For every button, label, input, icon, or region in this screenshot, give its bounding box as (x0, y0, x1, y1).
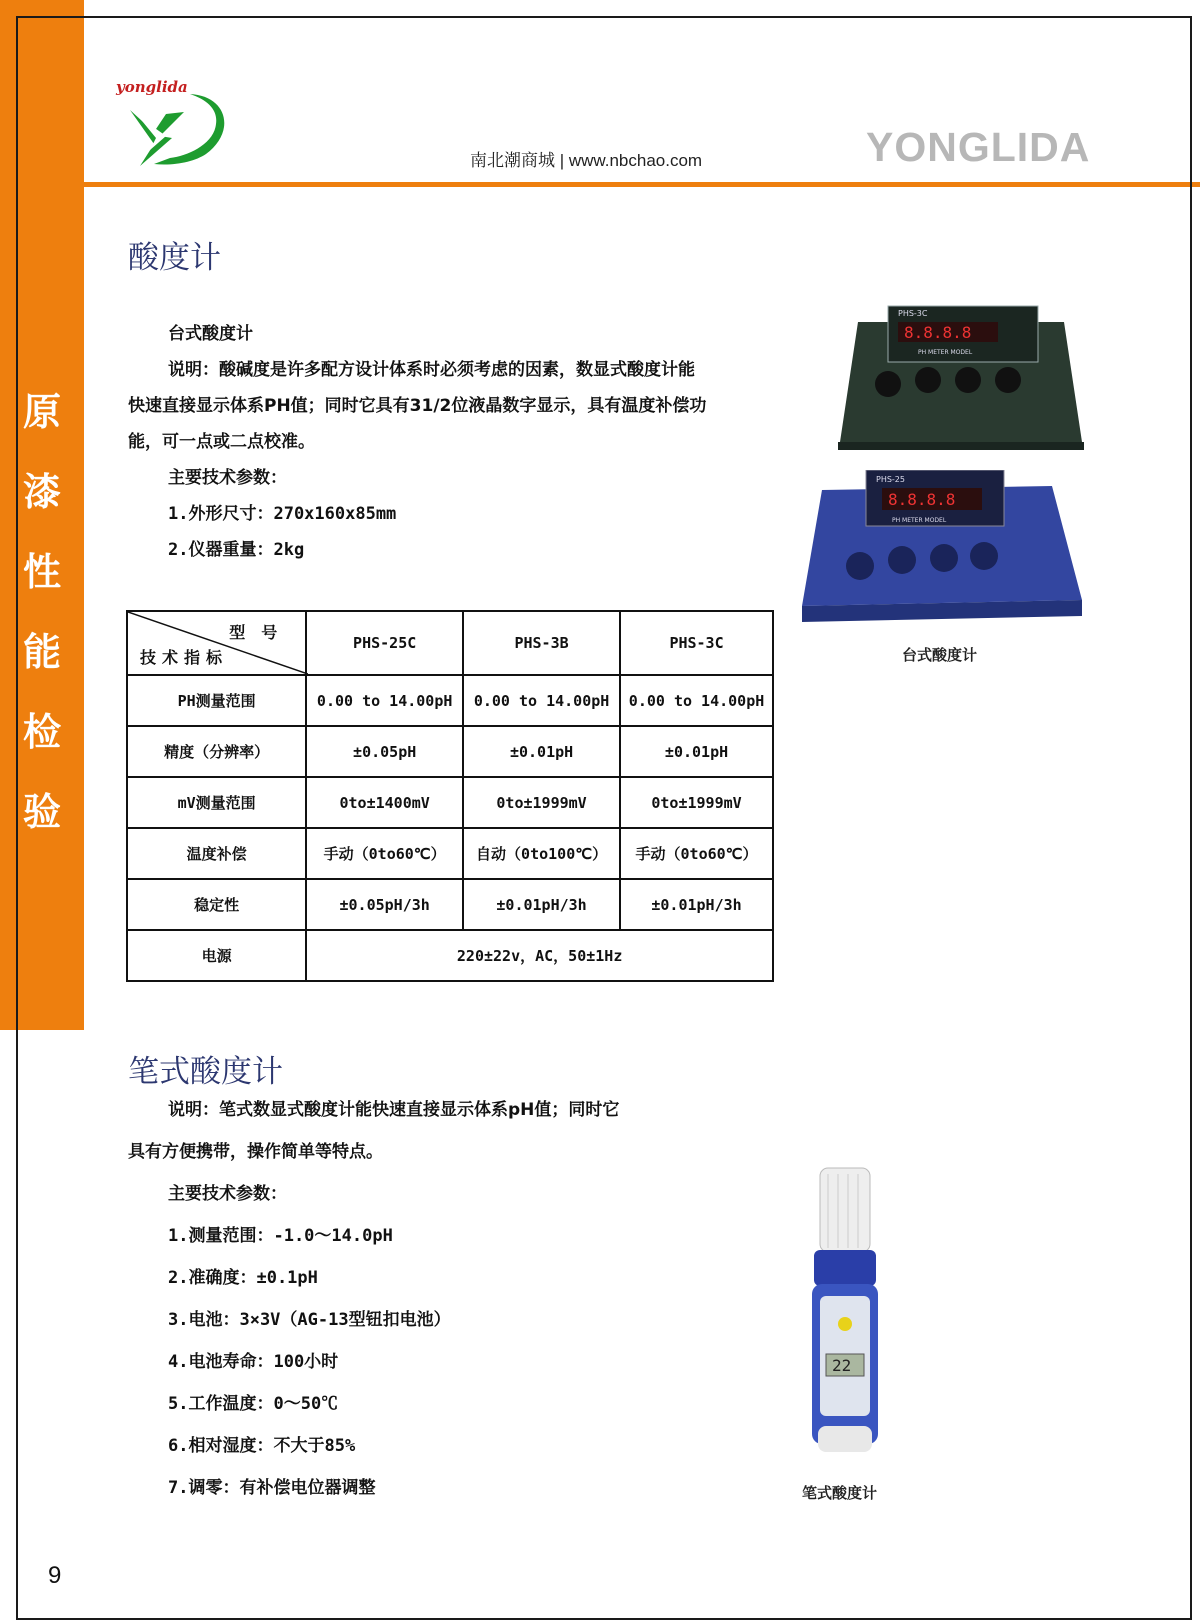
param-item: 5.工作温度：0～50℃ (168, 1394, 339, 1414)
table-cell: ±0.01pH/3h (620, 879, 773, 930)
benchtop-panel-text: PH METER MODEL (892, 517, 947, 524)
table-diagonal-header (127, 611, 306, 675)
header-spec-label: 技术指标 (140, 648, 229, 667)
subtitle-benchtop: 台式酸度计 (168, 324, 253, 344)
pen-meter-image (808, 1164, 882, 1456)
row-label: mV测量范围 (127, 777, 306, 828)
row-label: PH测量范围 (127, 675, 306, 726)
row-label: 稳定性 (127, 879, 306, 930)
table-row (127, 675, 773, 726)
param-item: 3.电池：3×3V（AG-13型钮扣电池） (168, 1310, 451, 1330)
section-title-pen-ph-meter: 笔式酸度计 (128, 1054, 283, 1090)
desc-line: 说明：笔式数显式酸度计能快速直接显示体系pH值；同时它 (168, 1100, 620, 1120)
table-header-row (127, 611, 773, 675)
table-cell: 0.00 to 14.00pH (620, 675, 773, 726)
table-cell: 0to±1999mV (463, 777, 620, 828)
image-caption: 笔式酸度计 (802, 1484, 878, 1502)
table-row (127, 828, 773, 879)
benchtop-display-readout: 8.8.8.8 (904, 323, 972, 342)
brand-name: YONGLIDA (866, 124, 1091, 170)
desc-line: 说明：酸碱度是许多配方设计体系时必须考虑的因素，数显式酸度计能 (168, 360, 695, 380)
image-caption: 台式酸度计 (902, 646, 978, 664)
side-title-char: 验 (22, 789, 61, 834)
side-title-char: 能 (22, 629, 61, 674)
table-cell: 手动（0to60℃） (620, 828, 773, 879)
side-title-char: 漆 (22, 469, 61, 514)
param-item: 1.测量范围：-1.0～14.0pH (168, 1226, 393, 1246)
table-cell: ±0.01pH (463, 726, 620, 777)
page-number: 9 (48, 1562, 62, 1589)
table-cell: ±0.01pH/3h (463, 879, 620, 930)
side-title-char: 原 (22, 389, 61, 434)
desc-line: 能，可一点或二点校准。 (128, 432, 315, 452)
benchtop-model-label: PHS-3C (898, 309, 928, 318)
benchtop-meter-black-image (838, 302, 1084, 452)
table-cell: ±0.01pH (620, 726, 773, 777)
table-row (127, 879, 773, 930)
table-cell: ±0.05pH (306, 726, 463, 777)
power-value-cell: 220±22v，AC，50±1Hz (306, 930, 773, 981)
benchtop-meter-blue-image (800, 470, 1084, 626)
table-cell: 自动（0to100℃） (463, 828, 620, 879)
spec-table (126, 610, 774, 982)
row-label: 温度补偿 (127, 828, 306, 879)
table-header-cell: PHS-3B (463, 611, 620, 675)
table-cell: ±0.05pH/3h (306, 879, 463, 930)
table-cell: 0to±1999mV (620, 777, 773, 828)
side-title-char: 性 (22, 549, 61, 594)
table-row (127, 777, 773, 828)
params-title: 主要技术参数： (168, 1184, 287, 1204)
desc-line: 具有方便携带，操作简单等特点。 (128, 1142, 383, 1162)
table-header-cell: PHS-3C (620, 611, 773, 675)
param-item: 2.仪器重量：2kg (168, 540, 305, 560)
table-row-power (127, 930, 773, 981)
benchtop-panel-text: PH METER MODEL (918, 349, 973, 356)
table-cell: 0.00 to 14.00pH (306, 675, 463, 726)
param-item: 7.调零：有补偿电位器调整 (168, 1478, 376, 1498)
pen-display-readout: 22 (832, 1356, 852, 1375)
table-row (127, 726, 773, 777)
side-title-char: 检 (22, 709, 61, 754)
section-title-ph-meter: 酸度计 (128, 240, 221, 276)
params-title: 主要技术参数： (168, 468, 287, 488)
site-url: 南北潮商城 | www.nbchao.com (470, 151, 703, 170)
desc-line: 快速直接显示体系PH值；同时它具有31/2位液晶数字显示，具有温度补偿功 (128, 396, 707, 416)
benchtop-model-label: PHS-25 (876, 475, 905, 484)
param-item: 6.相对湿度：不大于85% (168, 1436, 356, 1456)
table-cell: 0to±1400mV (306, 777, 463, 828)
table-cell: 0.00 to 14.00pH (463, 675, 620, 726)
table-header-cell: PHS-25C (306, 611, 463, 675)
row-label: 精度（分辨率） (127, 726, 306, 777)
benchtop-display-readout: 8.8.8.8 (888, 490, 956, 509)
param-item: 4.电池寿命：100小时 (168, 1352, 339, 1372)
param-item: 1.外形尺寸：270x160x85mm (168, 504, 397, 524)
logo-text: yonglida (116, 78, 188, 96)
table-cell: 手动（0to60℃） (306, 828, 463, 879)
param-item: 2.准确度：±0.1pH (168, 1268, 318, 1288)
side-title (0, 372, 84, 852)
row-label: 电源 (127, 930, 306, 981)
header-model-label: 型号 (229, 623, 294, 642)
